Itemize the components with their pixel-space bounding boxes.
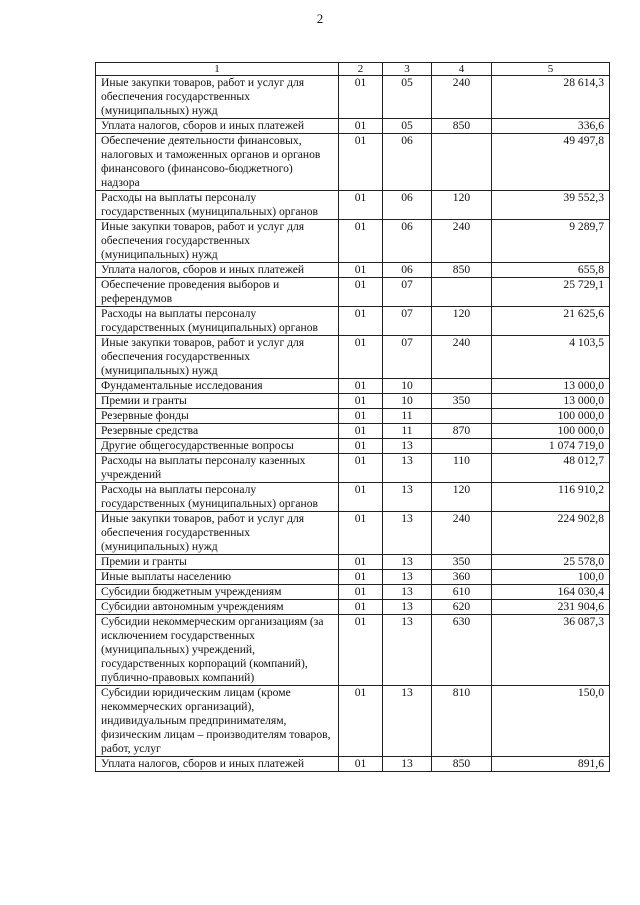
amount-cell: 13 000,0	[492, 394, 610, 409]
amount-cell: 100 000,0	[492, 409, 610, 424]
expense-type-cell: 850	[432, 119, 492, 134]
section-code-cell: 01	[339, 555, 383, 570]
expense-type-cell: 240	[432, 220, 492, 263]
column-header: 4	[432, 63, 492, 76]
subsection-code-cell: 13	[383, 439, 432, 454]
table-row	[96, 394, 610, 409]
expense-type-cell: 630	[432, 615, 492, 686]
table-row	[96, 424, 610, 439]
table-body	[96, 76, 610, 772]
expense-name-cell: Субсидии юридическим лицам (кроме некоммерческих организаций), индивидуальным предпринимателям, физическим лицам – производителям товаров, работ, услуг	[96, 686, 339, 757]
amount-cell: 100 000,0	[492, 424, 610, 439]
subsection-code-cell: 11	[383, 424, 432, 439]
subsection-code-cell: 13	[383, 600, 432, 615]
amount-cell: 39 552,3	[492, 191, 610, 220]
section-code-cell: 01	[339, 483, 383, 512]
table-row	[96, 119, 610, 134]
amount-cell: 164 030,4	[492, 585, 610, 600]
table-row	[96, 585, 610, 600]
expense-type-cell: 350	[432, 555, 492, 570]
table-row	[96, 278, 610, 307]
section-code-cell: 01	[339, 439, 383, 454]
subsection-code-cell: 06	[383, 191, 432, 220]
expense-type-cell	[432, 439, 492, 454]
expense-type-cell	[432, 379, 492, 394]
expense-name-cell: Субсидии автономным учреждениям	[96, 600, 339, 615]
expense-type-cell: 850	[432, 757, 492, 772]
expense-type-cell: 240	[432, 76, 492, 119]
expense-type-cell	[432, 409, 492, 424]
amount-cell: 28 614,3	[492, 76, 610, 119]
expense-name-cell: Расходы на выплаты персоналу государственных (муниципальных) органов	[96, 483, 339, 512]
expense-name-cell: Премии и гранты	[96, 394, 339, 409]
section-code-cell: 01	[339, 379, 383, 394]
expense-name-cell: Расходы на выплаты персоналу государственных (муниципальных) органов	[96, 191, 339, 220]
section-code-cell: 01	[339, 307, 383, 336]
amount-cell: 224 902,8	[492, 512, 610, 555]
amount-cell: 48 012,7	[492, 454, 610, 483]
expense-name-cell: Уплата налогов, сборов и иных платежей	[96, 119, 339, 134]
subsection-code-cell: 06	[383, 134, 432, 191]
expense-type-cell: 240	[432, 336, 492, 379]
expense-name-cell: Фундаментальные исследования	[96, 379, 339, 394]
amount-cell: 891,6	[492, 757, 610, 772]
expense-name-cell: Премии и гранты	[96, 555, 339, 570]
amount-cell: 336,6	[492, 119, 610, 134]
table-row	[96, 76, 610, 119]
table-row	[96, 512, 610, 555]
subsection-code-cell: 13	[383, 757, 432, 772]
subsection-code-cell: 13	[383, 555, 432, 570]
subsection-code-cell: 07	[383, 307, 432, 336]
section-code-cell: 01	[339, 424, 383, 439]
expense-name-cell: Уплата налогов, сборов и иных платежей	[96, 757, 339, 772]
amount-cell: 4 103,5	[492, 336, 610, 379]
amount-cell: 1 074 719,0	[492, 439, 610, 454]
table-row	[96, 134, 610, 191]
subsection-code-cell: 13	[383, 454, 432, 483]
expense-type-cell	[432, 134, 492, 191]
expense-type-cell: 360	[432, 570, 492, 585]
column-header: 5	[492, 63, 610, 76]
expense-type-cell	[432, 278, 492, 307]
expense-type-cell: 120	[432, 483, 492, 512]
section-code-cell: 01	[339, 600, 383, 615]
expense-name-cell: Резервные средства	[96, 424, 339, 439]
table-row	[96, 600, 610, 615]
page-number: 2	[316, 11, 324, 26]
subsection-code-cell: 13	[383, 570, 432, 585]
subsection-code-cell: 05	[383, 119, 432, 134]
amount-cell: 655,8	[492, 263, 610, 278]
section-code-cell: 01	[339, 76, 383, 119]
expense-name-cell: Субсидии некоммерческим организациям (за исключением государственных (муниципальных) учреждений, государственных корпораций (компаний), публично-правовых компаний)	[96, 615, 339, 686]
subsection-code-cell: 10	[383, 379, 432, 394]
section-code-cell: 01	[339, 512, 383, 555]
expense-type-cell: 610	[432, 585, 492, 600]
section-code-cell: 01	[339, 454, 383, 483]
table-row	[96, 409, 610, 424]
column-header: 3	[383, 63, 432, 76]
subsection-code-cell: 07	[383, 278, 432, 307]
expense-name-cell: Иные закупки товаров, работ и услуг для обеспечения государственных (муниципальных) нужд	[96, 512, 339, 555]
section-code-cell: 01	[339, 336, 383, 379]
expense-name-cell: Расходы на выплаты персоналу казенных учреждений	[96, 454, 339, 483]
section-code-cell: 01	[339, 119, 383, 134]
section-code-cell: 01	[339, 263, 383, 278]
amount-cell: 100,0	[492, 570, 610, 585]
budget-table	[95, 62, 610, 772]
subsection-code-cell: 11	[383, 409, 432, 424]
subsection-code-cell: 13	[383, 686, 432, 757]
table-row	[96, 336, 610, 379]
expense-type-cell: 240	[432, 512, 492, 555]
table-row	[96, 307, 610, 336]
expense-type-cell: 110	[432, 454, 492, 483]
amount-cell: 231 904,6	[492, 600, 610, 615]
amount-cell: 49 497,8	[492, 134, 610, 191]
expense-type-cell: 120	[432, 191, 492, 220]
subsection-code-cell: 13	[383, 585, 432, 600]
amount-cell: 36 087,3	[492, 615, 610, 686]
expense-name-cell: Другие общегосударственные вопросы	[96, 439, 339, 454]
table-row	[96, 483, 610, 512]
subsection-code-cell: 06	[383, 263, 432, 278]
table-row	[96, 454, 610, 483]
amount-cell: 116 910,2	[492, 483, 610, 512]
table-row	[96, 191, 610, 220]
amount-cell: 21 625,6	[492, 307, 610, 336]
section-code-cell: 01	[339, 686, 383, 757]
section-code-cell: 01	[339, 757, 383, 772]
expense-name-cell: Обеспечение проведения выборов и референдумов	[96, 278, 339, 307]
subsection-code-cell: 13	[383, 615, 432, 686]
subsection-code-cell: 07	[383, 336, 432, 379]
table-row	[96, 263, 610, 278]
table-row	[96, 379, 610, 394]
subsection-code-cell: 10	[383, 394, 432, 409]
column-header: 2	[339, 63, 383, 76]
section-code-cell: 01	[339, 409, 383, 424]
table-row	[96, 439, 610, 454]
expense-name-cell: Резервные фонды	[96, 409, 339, 424]
section-code-cell: 01	[339, 220, 383, 263]
section-code-cell: 01	[339, 191, 383, 220]
expense-type-cell: 120	[432, 307, 492, 336]
expense-name-cell: Иные закупки товаров, работ и услуг для обеспечения государственных (муниципальных) нужд	[96, 336, 339, 379]
amount-cell: 13 000,0	[492, 379, 610, 394]
subsection-code-cell: 06	[383, 220, 432, 263]
table-row	[96, 615, 610, 686]
expense-name-cell: Расходы на выплаты персоналу государственных (муниципальных) органов	[96, 307, 339, 336]
table-row	[96, 570, 610, 585]
amount-cell: 9 289,7	[492, 220, 610, 263]
section-code-cell: 01	[339, 278, 383, 307]
section-code-cell: 01	[339, 570, 383, 585]
expense-type-cell: 870	[432, 424, 492, 439]
column-header: 1	[96, 63, 339, 76]
expense-type-cell: 850	[432, 263, 492, 278]
expense-name-cell: Обеспечение деятельности финансовых, налоговых и таможенных органов и органов финансового (финансово-бюджетного) надзора	[96, 134, 339, 191]
expense-name-cell: Иные выплаты населению	[96, 570, 339, 585]
header-row	[96, 63, 610, 76]
table-row	[96, 220, 610, 263]
expense-type-cell: 810	[432, 686, 492, 757]
subsection-code-cell: 13	[383, 483, 432, 512]
amount-cell: 150,0	[492, 686, 610, 757]
section-code-cell: 01	[339, 615, 383, 686]
expense-name-cell: Уплата налогов, сборов и иных платежей	[96, 263, 339, 278]
table-row	[96, 555, 610, 570]
expense-name-cell: Иные закупки товаров, работ и услуг для обеспечения государственных (муниципальных) нужд	[96, 220, 339, 263]
subsection-code-cell: 13	[383, 512, 432, 555]
subsection-code-cell: 05	[383, 76, 432, 119]
section-code-cell: 01	[339, 585, 383, 600]
expense-type-cell: 620	[432, 600, 492, 615]
amount-cell: 25 729,1	[492, 278, 610, 307]
section-code-cell: 01	[339, 394, 383, 409]
expense-name-cell: Иные закупки товаров, работ и услуг для обеспечения государственных (муниципальных) нужд	[96, 76, 339, 119]
expense-name-cell: Субсидии бюджетным учреждениям	[96, 585, 339, 600]
table-row	[96, 757, 610, 772]
expense-type-cell: 350	[432, 394, 492, 409]
amount-cell: 25 578,0	[492, 555, 610, 570]
table-row	[96, 686, 610, 757]
section-code-cell: 01	[339, 134, 383, 191]
